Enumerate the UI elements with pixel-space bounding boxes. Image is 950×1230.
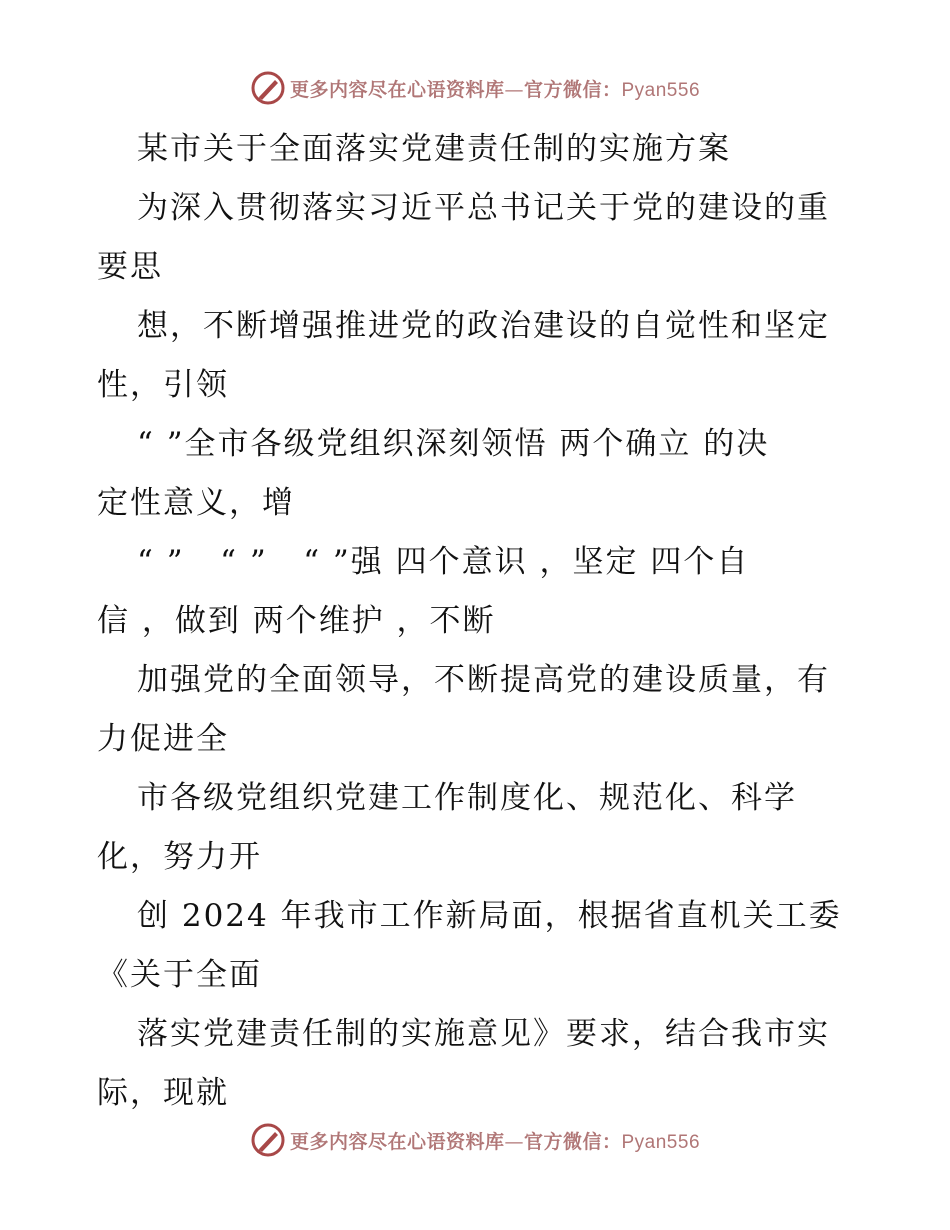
watermark-text: 更多内容尽在心语资料库—官方微信：Pyan556	[289, 1130, 701, 1153]
paragraph-line: 想，不断增强推进党的政治建设的自觉性和坚定	[137, 308, 830, 344]
document-body	[97, 120, 857, 1123]
paragraph-line: 力促进全	[97, 721, 229, 757]
watermark-text: 更多内容尽在心语资料库—官方微信：Pyan556	[289, 78, 701, 101]
paragraph-line: 创 2024 年我市工作新局面，根据省直机关工委	[137, 898, 842, 934]
paragraph-line: 性，引领	[97, 367, 229, 403]
paragraph-line: 要思	[97, 249, 163, 285]
paragraph-line: “ ”全市各级党组织深刻领悟 两个确立 的决	[137, 426, 770, 462]
paragraph-line: 加强党的全面领导，不断提高党的建设质量，有	[137, 662, 830, 698]
pen-logo-icon	[250, 70, 286, 106]
header-watermark-banner	[0, 68, 950, 108]
paragraph-line: “ ” “ ” “ ”强 四个意识 ，坚定 四个自	[137, 544, 750, 580]
pen-logo-icon	[250, 1122, 286, 1158]
document-title: 某市关于全面落实党建责任制的实施方案	[137, 131, 731, 167]
paragraph-line: 市各级党组织党建工作制度化、规范化、科学	[137, 780, 797, 816]
paragraph-line: 定性意义，增	[97, 485, 295, 521]
paragraph-line: 落实党建责任制的实施意见》要求，结合我市实	[137, 1016, 830, 1052]
paragraph-line: 信 ，做到 两个维护 ，不断	[97, 603, 496, 639]
paragraph-line: 为深入贯彻落实习近平总书记关于党的建设的重	[137, 190, 830, 226]
paragraph-line: 际，现就	[97, 1075, 229, 1111]
footer-watermark-banner	[0, 1120, 950, 1160]
paragraph-line: 化，努力开	[97, 839, 262, 875]
paragraph-line: 《关于全面	[97, 957, 262, 993]
